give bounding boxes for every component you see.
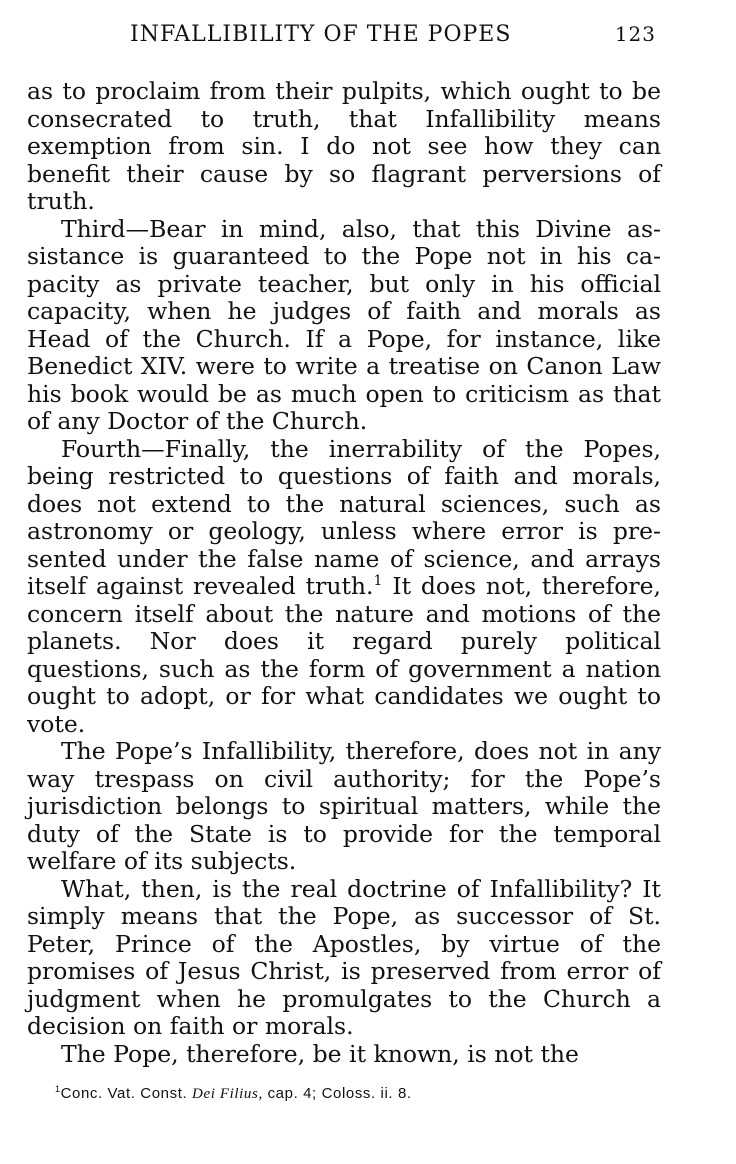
running-head	[130, 22, 660, 50]
page-number: 123	[614, 22, 656, 46]
paragraph-third: Third—Bear in mind, also, that this Divine assistance is guaranteed to the Pope not in his capacity as private teacher, but only in his official capacity, when he judges of faith and morals as Head of the Church. If a Pope, for instance, like Benedict XIV. were to write a treatise on Canon Law his book would be as much open to criticism as that of any Doctor of the Church.	[27, 214, 661, 435]
footnote-reference: 1	[373, 573, 383, 590]
footnote-marker: 1	[55, 1084, 61, 1094]
paragraph-fourth	[27, 436, 661, 739]
paragraph-continuation: as to proclaim from their pulpits, which ought to be consecrated to truth, that Infallibility means exemption from sin. I do not see how they can benefit their cause by so flagrant perversions of truth.	[27, 77, 661, 215]
running-title: INFALLIBILITY OF THE POPES	[130, 22, 512, 47]
paragraph-final: The Pope, therefore, be it known, is not the	[61, 1039, 579, 1068]
footnote-text-before: Conc. Vat. Const.	[60, 1085, 188, 1102]
paragraph-civil-authority: The Pope’s Infallibility, therefore, does not in any way trespass on civil authority; for the Pope’s jurisdiction belongs to spiritual matters, while the duty of the State is to provide for the temporal welfare of its subjects.	[27, 737, 661, 875]
paragraph-fourth-continuation: It does not, therefore, concern itself about the nature and motions of the planets. Nor does it regard purely political questions, such as the form of government a nation ought to adopt, or for what candidates we ought to vote.	[27, 572, 661, 738]
paragraph-fourth-text: Fourth—Finally, the inerrability of the Popes, being restricted to questions of faith and morals, does not extend to the natural sciences, such as astronomy or geology, unless where error is presented under the false name of science, and arrays itself against revealed truth.	[27, 434, 661, 600]
body-text	[27, 78, 661, 1068]
footnote	[55, 1084, 665, 1104]
footnote-italic-title: Dei Filius,	[192, 1086, 263, 1102]
footnote-text-after: cap. 4; Coloss. ii. 8.	[267, 1085, 412, 1102]
paragraph-real-doctrine: What, then, is the real doctrine of Infallibility? It simply means that the Pope, as successor of St. Peter, Prince of the Apostles, by virtue of the promises of Jesus Christ, is preserved from error of judgment when he promulgates to the Church a decision on faith or morals.	[27, 874, 661, 1040]
